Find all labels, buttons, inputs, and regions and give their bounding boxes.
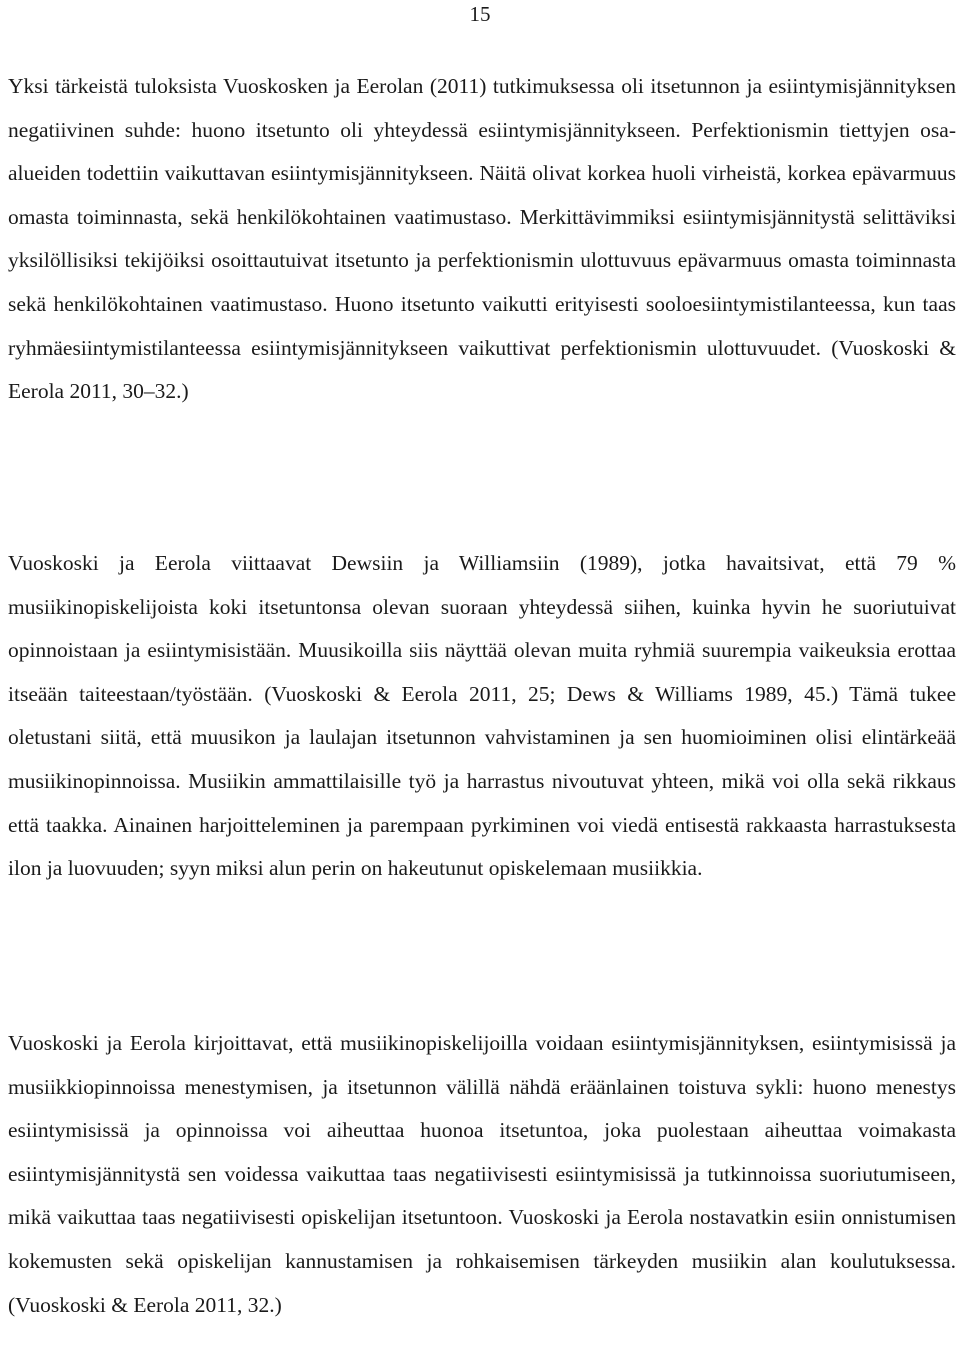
paragraph: Vuoskoski ja Eerola viittaavat Dewsiin ja Williamsiin (1989), jotka havaitsivat, että 79 % musiikinopiskelijoista koki itsetuntonsa olevan suoraan yhteydessä siihen, kuinka hyvin he suoriutuivat opinnoistaan ja esiintymisistään. Muusikoilla siis näyttää olevan muita ryhmiä suurempia vaikeuksia erottaa itseään taiteestaan/työstään. (Vuoskoski & Eerola 2011, 25; Dews & Williams 1989, 45.) Tämä tukee oletustani siitä, että muusikon ja laulajan itsetunnon vahvistaminen ja sen huomioiminen olisi elintärkeää musiikinopinnoissa. Musiikin ammattilaisille työ ja harrastus nivoutuvat yhteen, mikä voi olla sekä rikkaus että taakka. Ainainen harjoitteleminen ja parempaan pyrkiminen voi viedä entisestä rakkaasta harrastuksesta ilon ja luovuuden; syyn miksi alun perin on hakeutunut opiskelemaan musiikkia. bbox=[8, 551, 956, 881]
paragraph: Yksi tärkeistä tuloksista Vuoskosken ja Eerolan (2011) tutkimuksessa oli itsetunnon ja esiintymisjännityksen negatiivinen suhde: huono itsetunto oli yhteydessä esiintymisjännitykseen. Perfektionismin tiettyjen osa-alueiden todettiin vaikuttavan esiintymisjännitykseen. Näitä olivat korkea huoli virheistä, korkea epävarmuus omasta toiminnasta, sekä henkilökohtainen vaatimustaso. Merkittävimmiksi esiintymisjännitystä selittäviksi yksilöllisiksi tekijöiksi osoittautuivat itsetunto ja perfektionismin ulottuvuus epävarmuus omasta toiminnasta sekä henkilökohtainen vaatimustaso. Huono itsetunto vaikutti erityisesti sooloesiintymistilanteessa, kun taas ryhmäesiintymistilanteessa esiintymisjännitykseen vaikuttivat perfektionismin ulottuvuudet. (Vuoskoski & Eerola 2011, 30–32.) bbox=[8, 74, 956, 404]
paragraph: Vuoskoski ja Eerola kirjoittavat, että musiikinopiskelijoilla voidaan esiintymisjännityksen, esiintymisissä ja musiikkiopinnoissa menestymisen, ja itsetunnon välillä nähdä eräänlainen toistuva sykli: huono menestys esiintymisissä ja opinnoissa voi aiheuttaa huonoa itsetuntoa, joka puolestaan aiheuttaa voimakasta esiintymisjännitystä sen voidessa vaikuttaa taas negatiivisesti esiintymisissä ja tutkinnoissa suoriutumiseen, mikä vaikuttaa taas negatiivisesti opiskelijan itsetuntoon. Vuoskoski ja Eerola nostavatkin esiin onnistumisen kokemusten sekä opiskelijan kannustamisen ja rohkaisemisen tärkeyden musiikin alan koulutuksessa. (Vuoskoski & Eerola 2011, 32.) bbox=[8, 1031, 956, 1317]
page-number: 15 bbox=[469, 2, 491, 26]
